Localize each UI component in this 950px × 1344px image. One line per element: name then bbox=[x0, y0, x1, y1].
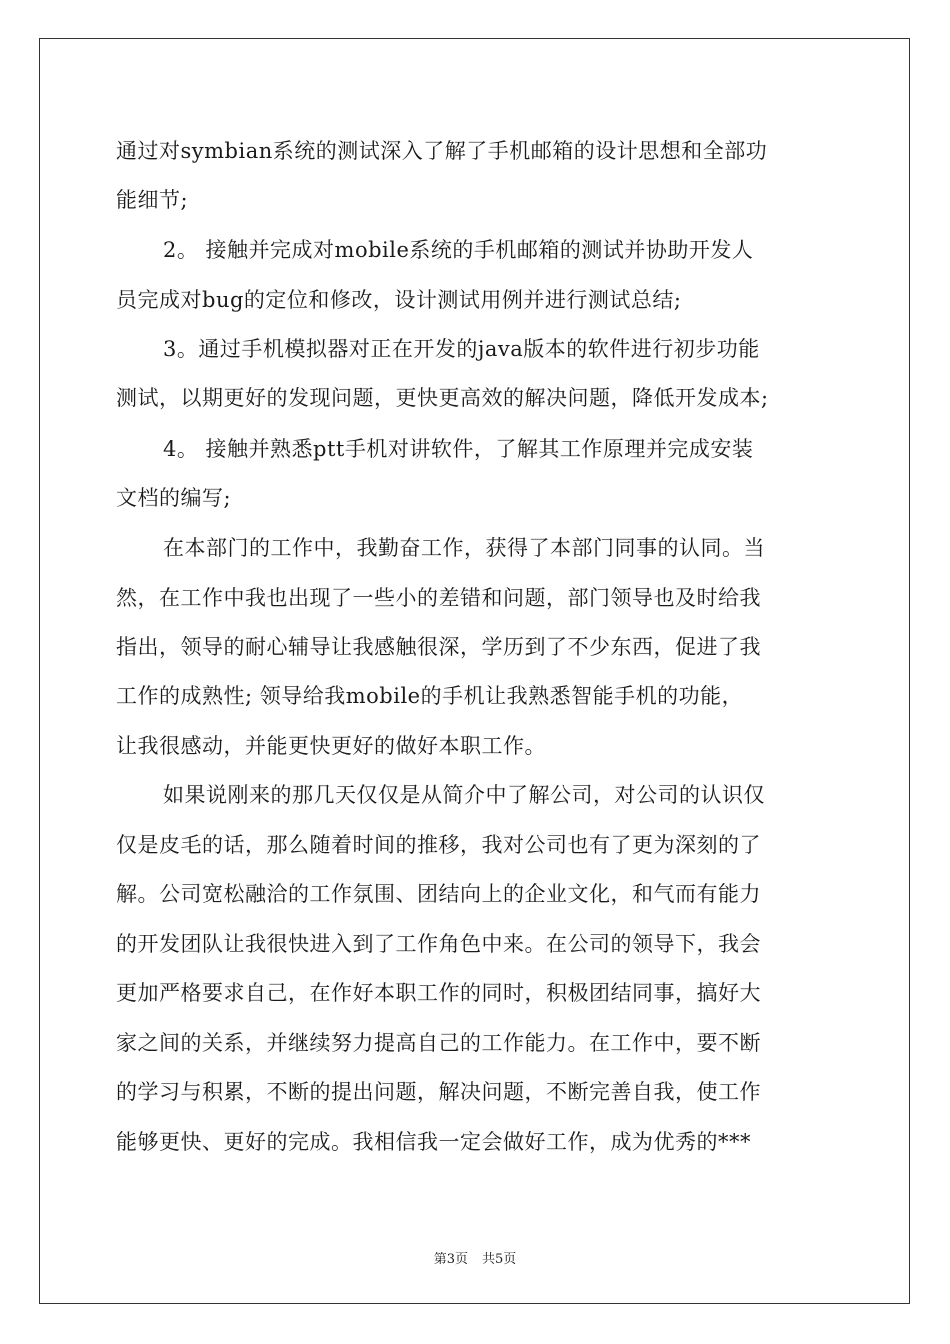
text-line: 更加严格要求自己，在作好本职工作的同时，积极团结同事，搞好大 bbox=[116, 981, 761, 1005]
text-line: 3。通过手机模拟器对正在开发的java版本的软件进行初步功能 bbox=[163, 337, 760, 361]
text-line: 2。 接触并完成对mobile系统的手机邮箱的测试并协助开发人 bbox=[163, 238, 754, 262]
text-line: 仅是皮毛的话，那么随着时间的推移，我对公司也有了更为深刻的了 bbox=[116, 833, 761, 857]
page-footer bbox=[0, 1248, 950, 1267]
text-line: 4。 接触并熟悉ptt手机对讲软件，了解其工作原理并完成安装 bbox=[163, 437, 754, 461]
text-line: 能细节; bbox=[116, 188, 189, 212]
text-line: 员完成对bug的定位和修改，设计测试用例并进行测试总结; bbox=[116, 288, 682, 312]
text-line: 指出，领导的耐心辅导让我感触很深，学历到了不少东西，促进了我 bbox=[116, 635, 761, 659]
text-line: 的开发团队让我很快进入到了工作角色中来。在公司的领导下，我会 bbox=[116, 932, 761, 956]
text-line: 在本部门的工作中，我勤奋工作，获得了本部门同事的认同。当 bbox=[163, 536, 765, 560]
text-line: 的学习与积累，不断的提出问题，解决问题，不断完善自我，使工作 bbox=[116, 1080, 761, 1104]
text-line: 解。公司宽松融洽的工作氛围、团结向上的企业文化，和气而有能力 bbox=[116, 882, 761, 906]
text-line: 文档的编写; bbox=[116, 486, 232, 510]
text-line: 让我很感动，并能更快更好的做好本职工作。 bbox=[116, 734, 546, 758]
text-line: 测试，以期更好的发现问题，更快更高效的解决问题，降低开发成本; bbox=[116, 386, 769, 410]
text-line: 然，在工作中我也出现了一些小的差错和问题，部门领导也及时给我 bbox=[116, 586, 761, 610]
text-line: 通过对symbian系统的测试深入了解了手机邮箱的设计思想和全部功 bbox=[116, 139, 768, 163]
text-line: 工作的成熟性; 领导给我mobile的手机让我熟悉智能手机的功能， bbox=[116, 684, 744, 708]
text-line: 家之间的关系，并继续努力提高自己的工作能力。在工作中，要不断 bbox=[116, 1031, 761, 1055]
text-line: 如果说刚来的那几天仅仅是从简介中了解公司，对公司的认识仅 bbox=[163, 783, 765, 807]
page-border bbox=[39, 38, 910, 1304]
page-total: 共5页 bbox=[482, 1252, 517, 1267]
page-number: 第3页 bbox=[433, 1252, 468, 1267]
text-line: 能够更快、更好的完成。我相信我一定会做好工作，成为优秀的*** bbox=[116, 1130, 751, 1154]
